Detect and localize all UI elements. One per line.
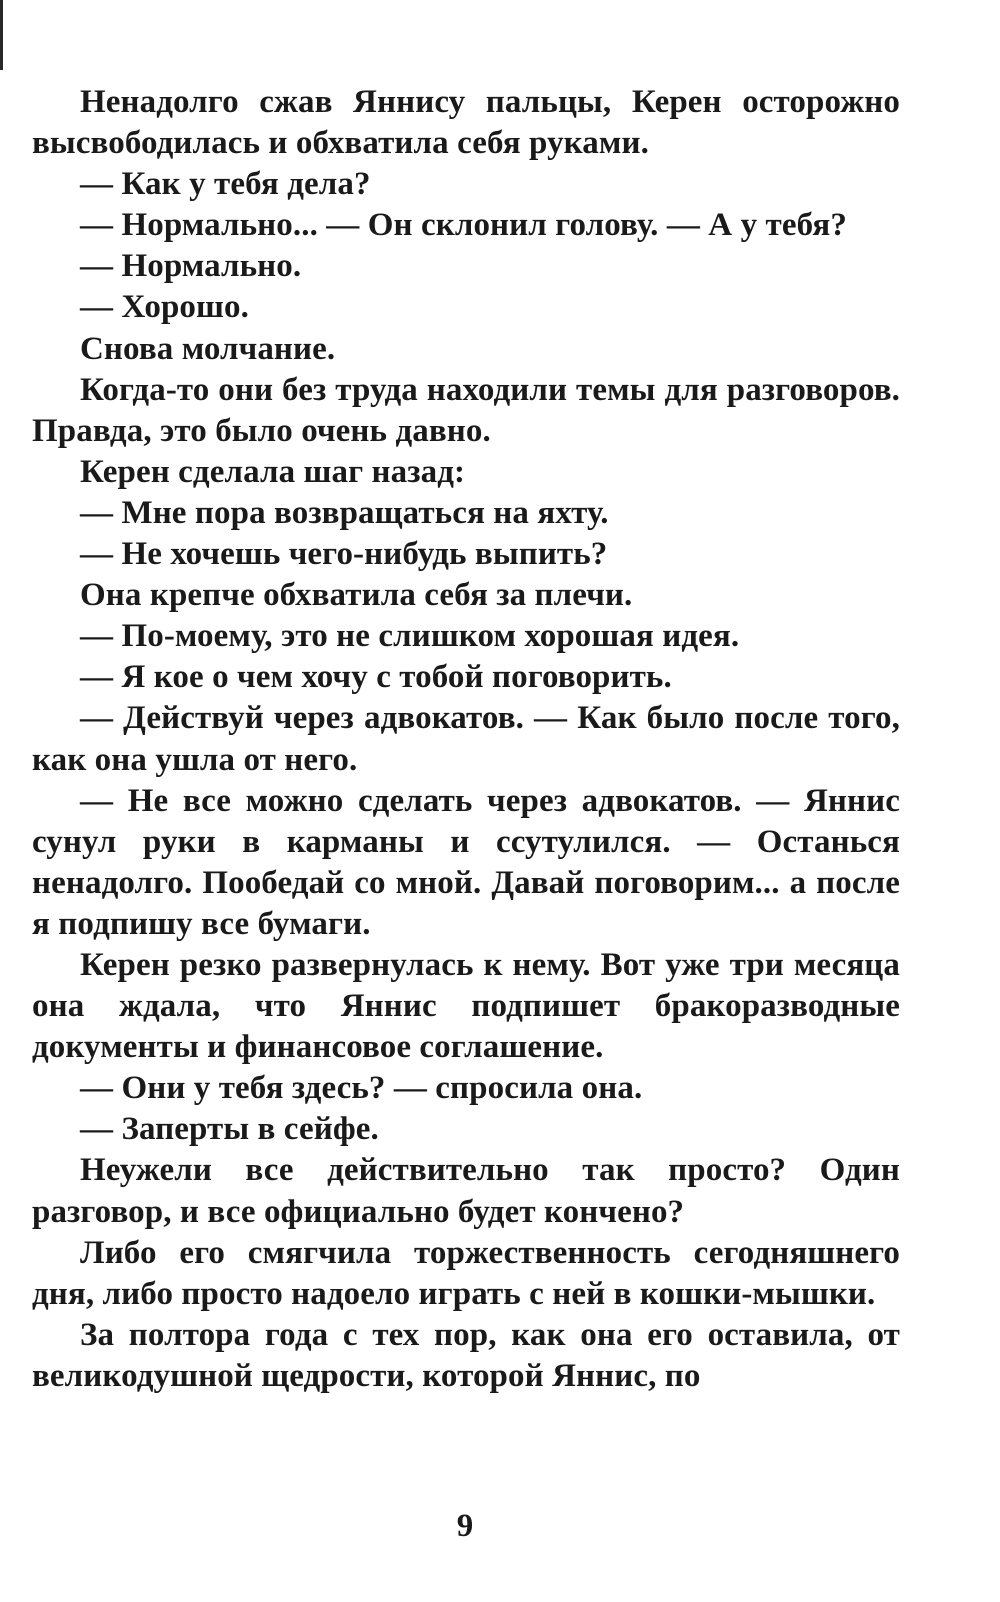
paragraph: — Заперты в сейфе.: [80, 1111, 379, 1148]
paragraph: Керен сделала шаг назад:: [80, 453, 466, 490]
paragraph: — Не все можно сделать через адвокатов. — Яннис сунул руки в карманы и ссутулился. — Останься ненадолго. Пообедай со мной. Давай поговорим... а после я подпишу все бумаги.: [32, 782, 900, 942]
paragraph: За полтора года с тех пор, как она его оставила, от великодушной щедрости, которой Яннис, по: [32, 1316, 900, 1394]
paragraph: — Хорошо.: [80, 289, 249, 326]
paragraph: — Не хочешь чего-нибудь выпить?: [80, 536, 608, 573]
body-text: [32, 82, 900, 1397]
paragraph: — Нормально... — Он склонил голову. — А у тебя?: [80, 207, 847, 244]
paragraph: Снова молчание.: [80, 330, 336, 367]
paragraph: — Я кое о чем хочу с тобой поговорить.: [80, 659, 672, 696]
scan-edge-mark: [0, 0, 3, 70]
paragraph: — Они у тебя здесь? — спросила она.: [80, 1070, 643, 1107]
paragraph: — По-моему, это не слишком хорошая идея.: [80, 618, 740, 655]
paragraph: Ненадолго сжав Яннису пальцы, Керен осторожно высвободилась и обхватила себя руками.: [32, 84, 900, 162]
paragraph: — Мне пора возвращаться на яхту.: [80, 494, 609, 531]
paragraph: — Действуй через адвокатов. — Как было после того, как она ушла от него.: [32, 700, 900, 778]
paragraph: Она крепче обхватила себя за плечи.: [80, 577, 633, 614]
paragraph: — Как у тебя дела?: [80, 166, 371, 203]
page-number: 9: [456, 1508, 474, 1544]
paragraph: Когда-то они без труда находили темы для разговоров. Правда, это было очень давно.: [32, 371, 900, 449]
paragraph: Либо его смягчила торжественность сегодняшнего дня, либо просто надоело играть с ней в кошки-мышки.: [32, 1234, 900, 1312]
paragraph: Керен резко развернулась к нему. Вот уже три месяца она ждала, что Яннис подпишет бракоразводные документы и финансовое соглашение.: [32, 946, 900, 1066]
paragraph: Неужели все действительно так просто? Один разговор, и все официально будет кончено?: [32, 1152, 900, 1230]
paragraph: — Нормально.: [80, 248, 302, 285]
